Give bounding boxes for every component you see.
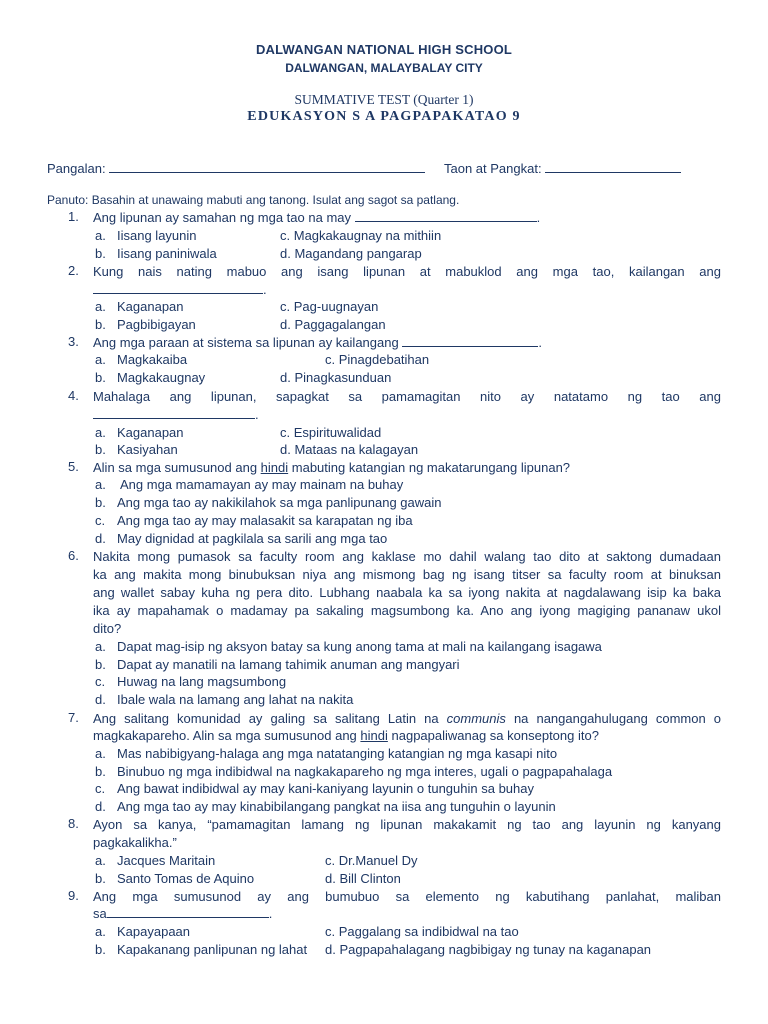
choice-text: Kapakanang panlipunan ng lahat	[117, 942, 308, 957]
choice-text: Magkakaugnay	[117, 370, 206, 385]
choice-letter: b.	[95, 871, 106, 886]
question-stem: Ang salitang komunidad ay galing sa salitang Latin na communis na nangangahulugang common o	[93, 711, 721, 726]
choice-letter: c.	[95, 674, 106, 689]
subject-title: EDUKASYON S A PAGPAPAKATAO 9	[247, 109, 521, 124]
choice-text: Kaganapan	[117, 425, 184, 440]
choice-text: Santo Tomas de Aquino	[117, 871, 255, 886]
choice-letter: a.	[95, 477, 106, 492]
question-stem: ang wallet sabay kuha ng pera dito. Lubhang naabala ka sa iyong nakita at nagdalawang isip ka baka	[93, 585, 721, 600]
question-stem: Nakita mong pumasok sa faculty room ang kaklase mo dahil walang tao dito at saktong dumadaan	[93, 549, 721, 564]
choice: d. Pagpapahalagang nagbibigay ng tunay na kaganapan	[325, 942, 652, 957]
question-stem: sa .	[93, 906, 273, 921]
choice: d. Bill Clinton	[325, 871, 401, 886]
question-stem: Ang mga paraan at sistema sa lipunan ay kailangang .	[93, 335, 542, 350]
question-stem: dito?	[93, 621, 122, 636]
choice-letter: a.	[95, 924, 106, 939]
choice-text: Ang bawat indibidwal ay may kani-kaniyang layunin o tunguhin sa buhay	[117, 781, 534, 796]
question-number: 8.	[68, 816, 79, 831]
question-stem: pagkakalikha.”	[93, 835, 177, 850]
choice-text: Kasiyahan	[117, 442, 178, 457]
name-blank[interactable]	[109, 160, 425, 173]
choice-text: Dapat ay manatili na lamang tahimik anuman ang mangyari	[117, 657, 460, 672]
choice-letter: a.	[95, 853, 106, 868]
grade-blank[interactable]	[545, 160, 681, 173]
answer-blank: .	[93, 281, 267, 299]
question-number: 1.	[68, 209, 79, 224]
question-stem: Kung nais nating mabuo ang isang lipunan at mabuklod ang mga tao, kailangan ang	[93, 264, 721, 279]
choice-letter: b.	[95, 246, 106, 261]
choice-letter: d.	[95, 799, 106, 814]
question-stem: Alin sa mga sumusunod ang hindi mabuting katangian ng makatarungang lipunan?	[93, 460, 571, 475]
choice: c. Pag-uugnayan	[280, 299, 379, 314]
choice-letter: c.	[95, 513, 106, 528]
choice: c. Paggalang sa indibidwal na tao	[325, 924, 519, 939]
instructions: Panuto: Basahin at unawaing mabuti ang tanong. Isulat ang sagot sa patlang.	[47, 193, 460, 207]
choice-letter: b.	[95, 764, 106, 779]
choice: d. Mataas na kalagayan	[280, 442, 419, 457]
school-location: DALWANGAN, MALAYBALAY CITY	[285, 61, 483, 75]
question-number: 2.	[68, 263, 79, 278]
choice-text: Jacques Maritain	[117, 853, 216, 868]
grade-label: Taon at Pangkat:	[444, 161, 542, 176]
choice-letter: c.	[95, 781, 106, 796]
choice-letter: b.	[95, 442, 106, 457]
choice: c. Dr.Manuel Dy	[325, 853, 418, 868]
choice-letter: b.	[95, 495, 106, 510]
name-label: Pangalan:	[47, 161, 106, 176]
question-number: 5.	[68, 459, 79, 474]
choice-letter: a.	[95, 639, 106, 654]
question-stem: Ang mga sumusunod ay ang bumubuo sa elemento ng kabutihang panlahat, maliban	[93, 889, 721, 904]
test-title: SUMMATIVE TEST (Quarter 1)	[294, 92, 474, 107]
question-stem: Ang lipunan ay samahan ng mga tao na may .	[93, 210, 541, 225]
choice-text: May dignidad at pagkilala sa sarili ang mga tao	[117, 531, 388, 546]
question-number: 4.	[68, 388, 79, 403]
choice: d. Pinagkasunduan	[280, 370, 392, 385]
choice-letter: a.	[95, 746, 106, 761]
choice: c. Espirituwalidad	[280, 425, 382, 440]
choice-letter: d.	[95, 531, 106, 546]
choice-text: Ang mga mamamayan ay may mainam na buhay	[120, 477, 404, 492]
choice-text: Kapayapaan	[117, 924, 191, 939]
choice-letter: a.	[95, 425, 106, 440]
question-stem: Ayon sa kanya, “pamamagitan lamang ng lipunan makakamit ng tao ang layunin ng kanyang	[93, 817, 721, 832]
choice-text: Ang mga tao ay may kinabibilangang pangkat na iisa ang tunguhin o layunin	[117, 799, 556, 814]
choice-text: Huwag na lang magsumbong	[117, 674, 287, 689]
question-stem: ka ang makita mong binubuksan niya ang mismong bag ng isang titser sa faculty room at binuksan	[93, 567, 721, 582]
choice-text: Magkakaiba	[117, 352, 188, 367]
choice-text: Pagbibigayan	[117, 317, 196, 332]
choice-letter: a.	[95, 228, 106, 243]
choice-text: Kaganapan	[117, 299, 184, 314]
choice-text: Iisang layunin	[117, 228, 197, 243]
choice-text: Iisang paniniwala	[117, 246, 217, 261]
choice: c. Pinagdebatihan	[325, 352, 430, 367]
answer-blank: .	[93, 406, 259, 424]
choice-text: Ang mga tao ay nakikilahok sa mga panlipunang gawain	[117, 495, 442, 510]
choice-letter: d.	[95, 692, 106, 707]
choice-letter: b.	[95, 657, 106, 672]
choice-text: Dapat mag-isip ng aksyon batay sa kung anong tama at mali na kailangang isagawa	[117, 639, 602, 654]
choice-letter: b.	[95, 317, 106, 332]
choice-text: Ibale wala na lamang ang lahat na nakita	[117, 692, 354, 707]
question-stem: magkakapareho. Alin sa mga sumusunod ang hindi nagpapaliwanag sa konseptong ito?	[93, 728, 599, 743]
name-field[interactable]	[47, 160, 425, 176]
choice-letter: a.	[95, 299, 106, 314]
choice: d. Magandang pangarap	[280, 246, 422, 261]
question-stem: Mahalaga ang lipunan, sapagkat sa pamamagitan nito ay natatamo ng tao ang	[93, 389, 721, 404]
choice-text: Ang mga tao ay may malasakit sa karapatan ng iba	[117, 513, 413, 528]
choice-letter: a.	[95, 352, 106, 367]
choice: d. Paggagalangan	[280, 317, 386, 332]
question-number: 9.	[68, 888, 79, 903]
grade-field[interactable]	[444, 160, 681, 176]
choice-text: Mas nabibigyang-halaga ang mga natatanging katangian ng mga kasapi nito	[117, 746, 558, 761]
choice-text: Binubuo ng mga indibidwal na nagkakapareho ng mga interes, ugali o pagpapahalaga	[117, 764, 613, 779]
choice-letter: b.	[95, 942, 106, 957]
choice-letter: b.	[95, 370, 106, 385]
question-number: 6.	[68, 548, 79, 563]
question-number: 3.	[68, 334, 79, 349]
question-number: 7.	[68, 710, 79, 725]
school-name: DALWANGAN NATIONAL HIGH SCHOOL	[255, 42, 513, 57]
choice: c. Magkakaugnay na mithiin	[280, 228, 442, 243]
question-stem: ika ay mapahamak o madamay pa sakaling magsumbong ka. Ano ang iyong magiging pananaw ukol	[93, 603, 721, 618]
